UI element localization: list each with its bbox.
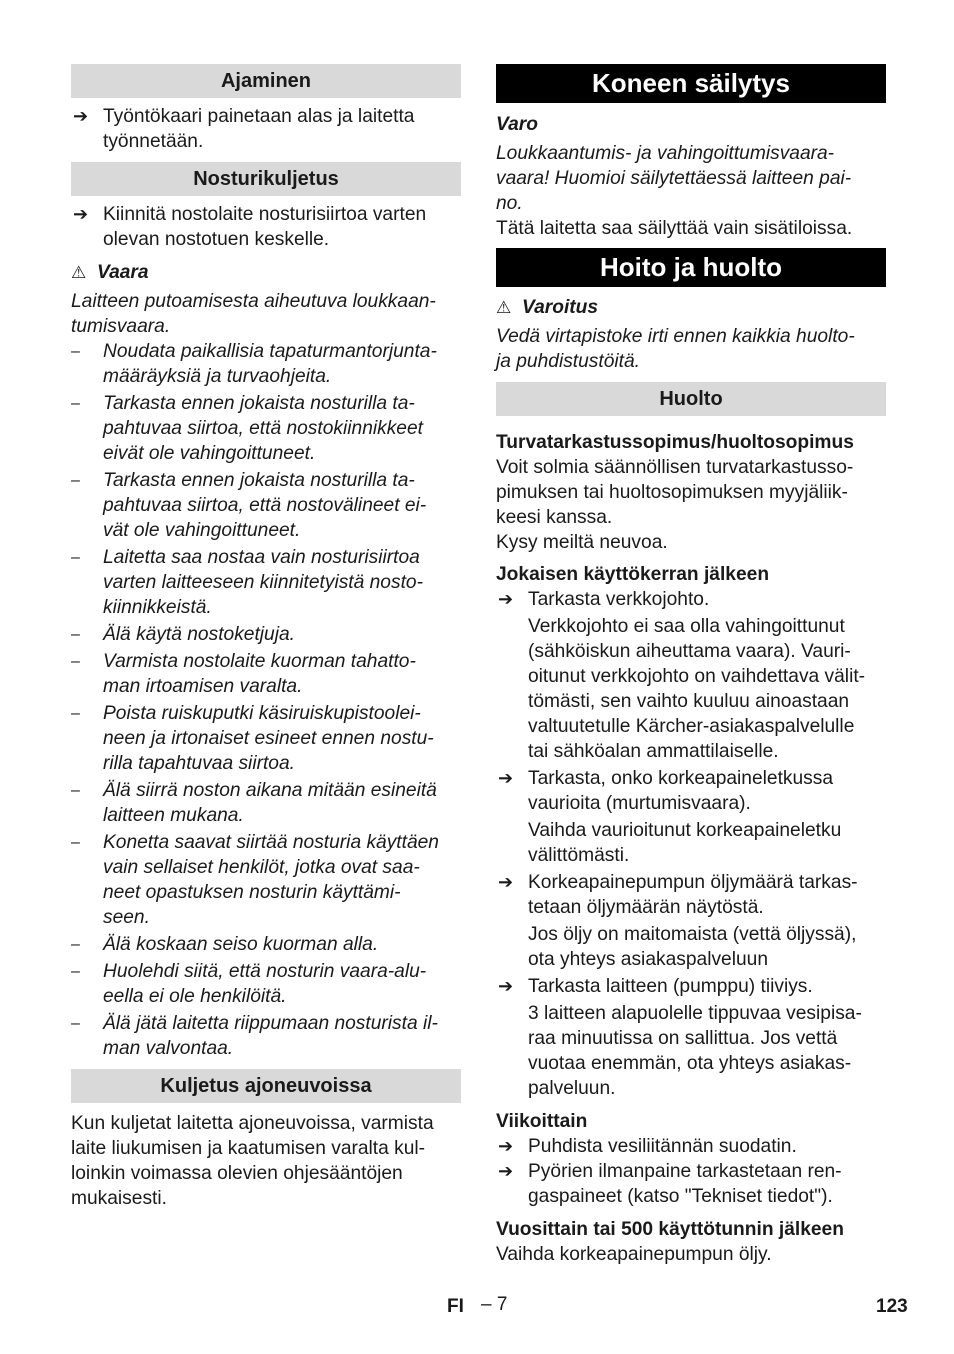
- dash-bullet-icon: –: [71, 963, 80, 980]
- instruction-item: ➔ Tarkasta verkkojohto.: [498, 589, 710, 610]
- warning-text: Vedä virtapistoke irti ennen kaikkia huolto- ja puhdistustöitä.: [496, 326, 855, 372]
- safety-list-item: – Noudata paikallisia tapaturmantorjunta- määräyksiä ja turvaohjeita.: [71, 341, 437, 387]
- dash-bullet-icon: –: [71, 1015, 80, 1032]
- safety-list-item: – Älä käytä nostoketjuja.: [71, 624, 295, 645]
- section-heading-nosturikuljetus: Nosturikuljetus: [71, 162, 461, 196]
- safety-list-item: – Älä jätä laitetta riippumaan nosturista il- man valvontaa.: [71, 1013, 438, 1059]
- arrow-right-icon: ➔: [498, 1136, 514, 1156]
- arrow-right-icon: ➔: [498, 1161, 514, 1181]
- left-column: [71, 64, 461, 1211]
- instruction-item: ➔ Kiinnitä nostolaite nosturisiirtoa varten olevan nostotuen keskelle.: [73, 204, 427, 250]
- danger-warning: ⚠ Vaara: [71, 262, 149, 283]
- instruction-note: Vaihda vaurioitunut korkeapaineletku välittömästi.: [528, 820, 842, 866]
- subheading-turvatarkastus: Turvatarkastussopimus/huoltosopimus: [496, 432, 854, 453]
- instruction-item: ➔ Pyörien ilmanpaine tarkastetaan ren- gaspaineet (katso "Tekniset tiedot").: [498, 1161, 842, 1207]
- safety-list-item: – Tarkasta ennen jokaista nosturilla ta- pahtuvaa siirtoa, että nostovälineet ei- vät ole vahingoittuneet.: [71, 470, 427, 541]
- dash-bullet-icon: –: [71, 705, 80, 722]
- danger-text: Laitteen putoamisesta aiheutuva loukkaan- tumisvaara.: [71, 291, 436, 337]
- instruction-note: Jos öljy on maitomaista (vettä öljyssä), ota yhteys asiakaspalveluun: [528, 924, 857, 970]
- dash-bullet-icon: –: [71, 549, 80, 566]
- safety-list-item: – Huolehdi siitä, että nosturin vaara-alu- eella ei ole henkilöitä.: [71, 961, 427, 1007]
- chapter-heading-hoito: Hoito ja huolto: [496, 248, 886, 287]
- subheading-vuosittain: Vuosittain tai 500 käyttötunnin jälkeen: [496, 1219, 844, 1240]
- footer-section-page: – 7: [481, 1294, 508, 1315]
- section-heading-kuljetus: Kuljetus ajoneuvoissa: [71, 1069, 461, 1103]
- contact-text: Kysy meiltä neuvoa.: [496, 532, 668, 553]
- safety-list-item: – Poista ruiskuputki käsiruiskupistoolei- neen ja irtonaiset esineet ennen nostu- rilla tapahtuvaa siirtoa.: [71, 703, 434, 774]
- instruction-item: ➔ Tarkasta laitteen (pumppu) tiiviys.: [498, 976, 813, 997]
- section-heading-ajaminen: Ajaminen: [71, 64, 461, 98]
- dash-bullet-icon: –: [71, 343, 80, 360]
- caution-text: Loukkaantumis- ja vahingoittumisvaara- vaara! Huomioi säilytettäessä laitteen pai- no.: [496, 143, 852, 214]
- safety-list: [71, 339, 461, 1061]
- arrow-right-icon: ➔: [498, 768, 514, 788]
- warning-label: ⚠ Varoitus: [496, 297, 599, 318]
- dash-bullet-icon: –: [71, 782, 80, 799]
- arrow-right-icon: ➔: [498, 589, 514, 609]
- arrow-right-icon: ➔: [73, 204, 89, 224]
- dash-bullet-icon: –: [71, 834, 80, 851]
- subheading-jokaisen: Jokaisen käyttökerran jälkeen: [496, 564, 770, 585]
- right-column: [496, 64, 886, 1267]
- dash-bullet-icon: –: [71, 395, 80, 412]
- instruction-item: ➔ Työntökaari painetaan alas ja laitetta työnnetään.: [73, 106, 415, 152]
- dash-bullet-icon: –: [71, 653, 80, 670]
- caution-label: Varo: [496, 114, 538, 135]
- section-heading-huolto: Huolto: [496, 382, 886, 416]
- arrow-right-icon: ➔: [498, 872, 514, 892]
- safety-list-item: – Laitetta saa nostaa vain nosturisiirtoa varten laitteeseen kiinnitetyistä nosto- kiinnikkeistä.: [71, 547, 423, 618]
- chapter-heading-sailytys: Koneen säilytys: [496, 64, 886, 103]
- safety-list-item: – Älä koskaan seiso kuorman alla.: [71, 934, 379, 955]
- footer-language: FI: [447, 1296, 464, 1317]
- contract-text: Voit solmia säännöllisen turvatarkastusso- pimuksen tai huoltosopimuksen myyjäliik- keesi kanssa.: [496, 457, 854, 528]
- safety-list-item: – Tarkasta ennen jokaista nosturilla ta- pahtuvaa siirtoa, että nostokiinnikkeet eivät ole vahingoittuneet.: [71, 393, 423, 464]
- storage-text: Tätä laitetta saa säilyttää vain sisätiloissa.: [496, 218, 853, 239]
- safety-list-item: – Varmista nostolaite kuorman tahatto- man irtoamisen varalta.: [71, 651, 416, 697]
- instruction-item: ➔ Puhdista vesiliitännän suodatin.: [498, 1136, 797, 1157]
- dash-bullet-icon: –: [71, 936, 80, 953]
- subheading-viikoittain: Viikoittain: [496, 1111, 588, 1132]
- page-number: 123: [876, 1296, 908, 1317]
- safety-list-item: – Konetta saavat siirtää nosturia käyttäen vain sellaiset henkilöt, jotka ovat saa- neet opastuksen nosturin käyttämi- seen.: [71, 832, 439, 928]
- arrow-right-icon: ➔: [73, 106, 89, 126]
- yearly-text: Vaihda korkeapainepumpun öljy.: [496, 1244, 772, 1265]
- transport-text: Kun kuljetat laitetta ajoneuvoissa, varmista laite liukumisen ja kaatumisen varalta kul- loinkin voimassa olevien ohjesääntöjen mukaisesti.: [71, 1113, 434, 1209]
- arrow-right-icon: ➔: [498, 976, 514, 996]
- dash-bullet-icon: –: [71, 626, 80, 643]
- instruction-item: ➔ Korkeapainepumpun öljymäärä tarkas- tetaan öljymäärän näytöstä.: [498, 872, 858, 918]
- dash-bullet-icon: –: [71, 472, 80, 489]
- warning-triangle-icon: ⚠: [496, 298, 512, 317]
- instruction-item: ➔ Tarkasta, onko korkeapaineletkussa vaurioita (murtumisvaara).: [498, 768, 834, 814]
- instruction-note: 3 laitteen alapuolelle tippuvaa vesipisa- raa minuutissa on sallittua. Jos vettä vuotaa enemmän, ota yhteys asiakas- palveluun.: [528, 1003, 862, 1099]
- instruction-note: Verkkojohto ei saa olla vahingoittunut (sähköiskun aiheuttama vaara). Vauri- oitunut verkkojohto on vaihdettava välit- tömästi, sen vaihto kuuluu ainoastaan valtuutetulle Kärcher-asiakaspalvelulle tai sähköalan ammattilaiselle.: [528, 616, 866, 762]
- warning-triangle-icon: ⚠: [71, 263, 87, 282]
- safety-list-item: – Älä siirrä noston aikana mitään esineitä laitteen mukana.: [71, 780, 437, 826]
